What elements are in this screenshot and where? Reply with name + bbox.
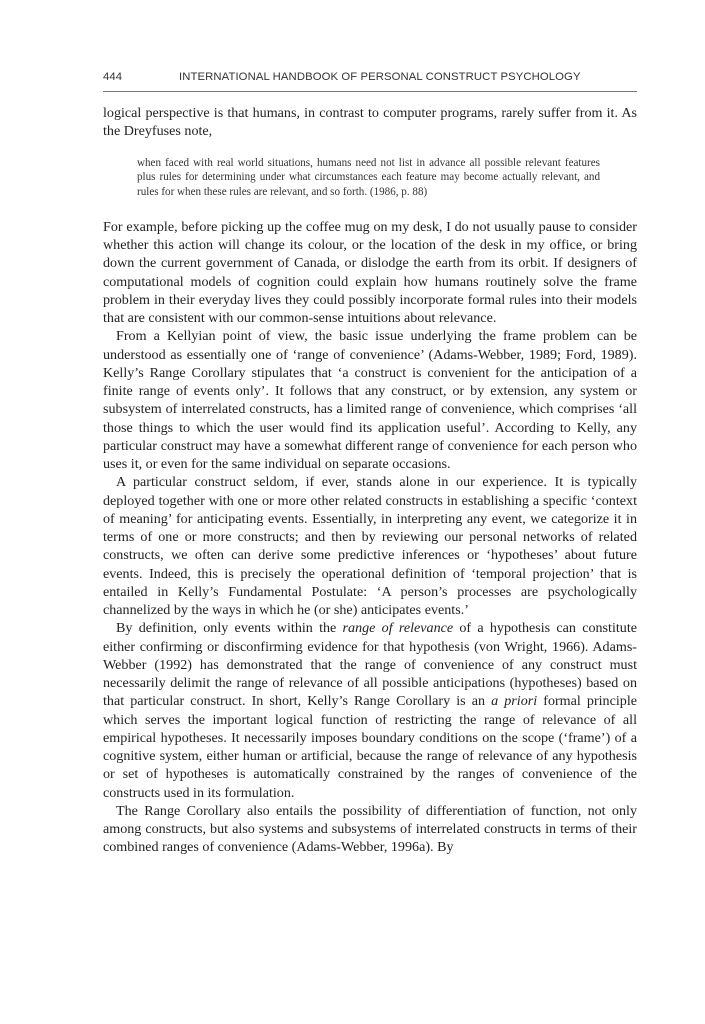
paragraph-5-part-b: of a hypothesis can constitute either confirming or disconfirming evidence for that hypothesis (von Wright, 1966). Adams-Webber (1992) has demonstrated that the range of convenience of any construct must necessarily delimit the range of relevance of all possible anticipations (hypotheses) based on that particular construct. In short, Kelly’s Range Corollary is an bbox=[103, 620, 638, 710]
paragraph-6: The Range Corollary also entails the possibility of differentiation of function, not only among constructs, but also systems and subsystems of interrelated constructs in terms of their combined ranges of convenience (Adams-Webber, 1996a). By bbox=[103, 802, 637, 856]
paragraph-1: logical perspective is that humans, in contrast to computer programs, rarely suffer from it. As the Dreyfuses note, bbox=[103, 105, 637, 140]
paragraph-2: For example, before picking up the coffee mug on my desk, I do not usually pause to consider whether this action will change its colour, or the location of the desk in my office, or bring down the current government of Canada, or dislodge the earth from its orbit. If designers of computational models of cognition could explain how humans routinely solve the frame problem in their everyday lives they could possibly incorporate formal rules into their models that are consistent with our common-sense intuitions about relevance. bbox=[103, 218, 637, 327]
paragraph-5 bbox=[103, 619, 637, 802]
paragraph-5-emphasis-range-of-relevance: range of relevance bbox=[342, 620, 454, 637]
paragraph-4: A particular construct seldom, if ever, stands alone in our experience. It is typically deployed together with one or more other related constructs in establishing a specific ‘context of meaning’ for anticipating events. Essentially, in interpreting any event, we categorize it in terms of one or more constructs; and then by reviewing our personal networks of related constructs, we often can derive some predictive inferences or ‘hypotheses’ about future events. Indeed, this is precisely the operational definition of ‘temporal projection’ that is entailed in Kelly’s Fundamental Postulate: ‘A person’s processes are psychologically channelized by the ways in which he (or she) anticipates events.’ bbox=[103, 474, 637, 619]
paragraph-5-part-c: formal principle which serves the important logical function of restricting the range of relevance of all empirical hypotheses. It necessarily imposes boundary conditions on the scope (‘frame’) of a cognitive system, either human or artificial, because the range of relevance of any hypothesis or set of hypotheses is automatically constrained by the ranges of convenience of the constructs used in its formulation. bbox=[103, 693, 637, 801]
paragraph-5-emphasis-a-priori: a priori bbox=[491, 693, 538, 710]
page-number: 444 bbox=[103, 71, 123, 83]
paragraph-3: From a Kellyian point of view, the basic issue underlying the frame problem can be understood as essentially one of ‘range of convenience’ (Adams-Webber, 1989; Ford, 1989). Kelly’s Range Corollary stipulates that ‘a construct is convenient for the anticipation of a finite range of events only’. It follows that any construct, or by extension, any system or subsystem of interrelated constructs, has a limited range of convenience, which comprises ‘all those things to which the user would find its application useful’. According to Kelly, any particular construct may have a somewhat different range of convenience for each person who uses it, or even for the same individual on separate occasions. bbox=[103, 328, 637, 473]
running-title: INTERNATIONAL HANDBOOK OF PERSONAL CONSTRUCT PSYCHOLOGY bbox=[179, 71, 581, 83]
paragraph-5-part-a: By definition, only events within the bbox=[116, 620, 343, 637]
running-header bbox=[103, 67, 637, 92]
page-body bbox=[103, 104, 637, 857]
block-quote bbox=[137, 156, 600, 200]
block-quote-text: when faced with real world situations, humans need not list in advance all possible relevant features plus rules for determining under what circumstances each feature may become actually relevant, and rules for when these rules are relevant, and so forth. (1986, p. 88) bbox=[137, 156, 600, 199]
